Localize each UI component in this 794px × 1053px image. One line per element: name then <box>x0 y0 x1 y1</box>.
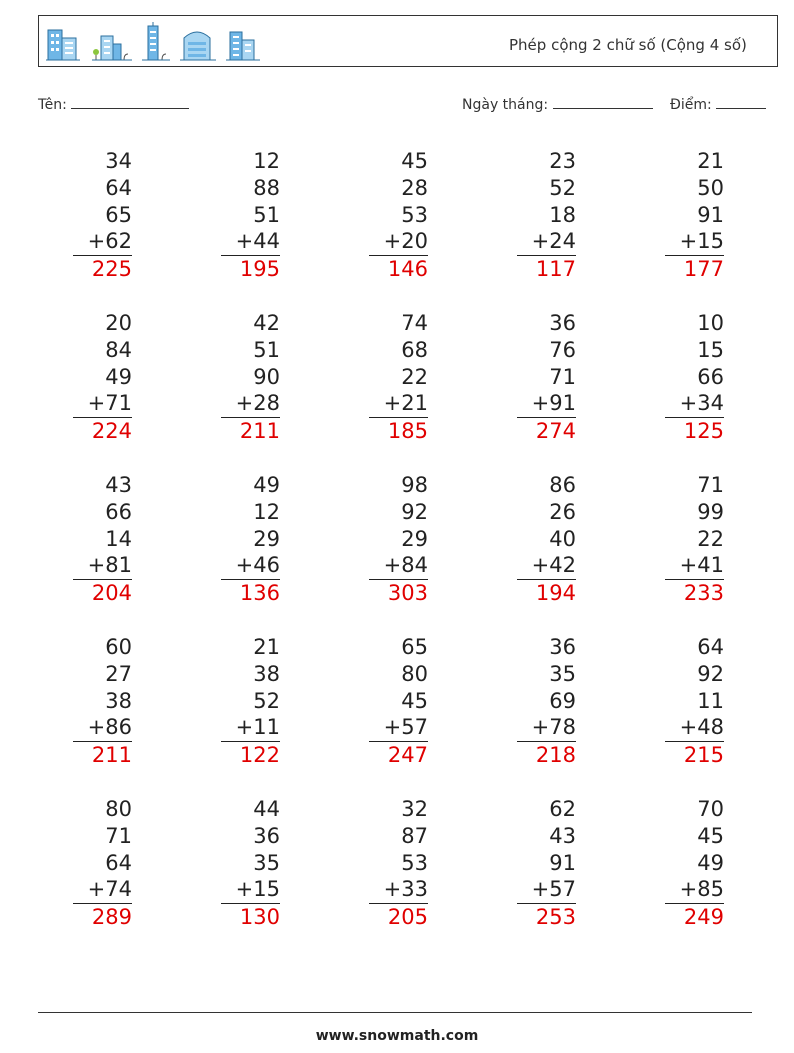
addend: 22 <box>401 364 428 389</box>
addend: 64 <box>105 850 132 875</box>
addend: 69 <box>549 688 576 713</box>
addend: +24 <box>531 229 576 254</box>
addition-problem <box>368 148 428 283</box>
addend: +62 <box>87 229 132 254</box>
addend: +57 <box>383 715 428 740</box>
addend: 12 <box>253 499 280 524</box>
addend: 42 <box>253 311 280 335</box>
answer: 211 <box>91 743 132 768</box>
addend: 20 <box>105 311 132 335</box>
addend: +48 <box>679 715 724 740</box>
addition-problem <box>72 148 132 283</box>
answer: 205 <box>387 905 428 930</box>
office-building-icon <box>226 32 260 60</box>
addend: +78 <box>531 715 576 740</box>
addition-problem <box>72 310 132 445</box>
addend: +20 <box>383 229 428 254</box>
addend: 64 <box>697 635 724 659</box>
answer: 225 <box>91 257 132 282</box>
answer: 249 <box>683 905 724 930</box>
dome-building-icon <box>180 32 216 60</box>
addend: +33 <box>383 877 428 902</box>
addend: 80 <box>105 797 132 821</box>
addend: +44 <box>235 229 280 254</box>
answer: 303 <box>387 581 428 606</box>
addend: +11 <box>235 715 280 740</box>
date-label: Ngày tháng: <box>462 97 549 113</box>
addend: 36 <box>549 635 576 659</box>
name-blank[interactable] <box>71 94 189 109</box>
worksheet-title: Phép cộng 2 chữ số (Cộng 4 số) <box>509 36 747 54</box>
answer: 146 <box>387 257 428 282</box>
addend: 64 <box>105 175 132 200</box>
answer: 195 <box>239 257 280 282</box>
addend: 29 <box>401 526 428 551</box>
answer: 215 <box>683 743 724 768</box>
addend: 84 <box>105 337 132 362</box>
addend: 52 <box>253 688 280 713</box>
addend: 53 <box>401 202 428 227</box>
addition-problem <box>220 310 280 445</box>
addend: +34 <box>679 391 724 416</box>
addend: 68 <box>401 337 428 362</box>
addend: 22 <box>697 526 724 551</box>
addend: 15 <box>697 337 724 362</box>
addend: 92 <box>401 499 428 524</box>
addition-problem <box>72 796 132 931</box>
answer: 233 <box>683 581 724 606</box>
addend: +15 <box>679 229 724 254</box>
addend: 86 <box>549 473 576 497</box>
answer: 194 <box>535 581 576 606</box>
addend: 87 <box>401 823 428 848</box>
addition-problem <box>368 472 428 607</box>
addition-problem <box>220 472 280 607</box>
addition-problem <box>368 796 428 931</box>
addition-problem <box>516 796 576 931</box>
answer: 125 <box>683 419 724 444</box>
addend: 14 <box>105 526 132 551</box>
addend: 92 <box>697 661 724 686</box>
addend: 21 <box>253 635 280 659</box>
addend: 99 <box>697 499 724 524</box>
footer-divider <box>38 1012 752 1013</box>
addend: 27 <box>105 661 132 686</box>
building-icon <box>46 30 80 60</box>
addend: 11 <box>697 688 724 713</box>
answer: 224 <box>91 419 132 444</box>
logo-strip <box>46 22 266 62</box>
addend: 21 <box>697 149 724 173</box>
answer: 185 <box>387 419 428 444</box>
addend: 38 <box>105 688 132 713</box>
addend: 32 <box>401 797 428 821</box>
addend: +15 <box>235 877 280 902</box>
addend: 71 <box>697 473 724 497</box>
addend: 88 <box>253 175 280 200</box>
addend: 98 <box>401 473 428 497</box>
footer-site: www.snowmath.com <box>315 1028 479 1044</box>
addition-problem <box>664 796 724 931</box>
addend: 90 <box>253 364 280 389</box>
answer: 211 <box>239 419 280 444</box>
addition-problem <box>664 148 724 283</box>
addend: 26 <box>549 499 576 524</box>
answer: 122 <box>239 743 280 768</box>
addition-problem <box>72 472 132 607</box>
date-blank[interactable] <box>553 94 653 109</box>
answer: 274 <box>535 419 576 444</box>
addend: +81 <box>87 553 132 578</box>
addend: +86 <box>87 715 132 740</box>
addend: 49 <box>253 473 280 497</box>
answer: 117 <box>535 257 576 282</box>
score-field[interactable] <box>670 94 766 113</box>
addend: 34 <box>105 149 132 173</box>
addend: 91 <box>697 202 724 227</box>
addend: 52 <box>549 175 576 200</box>
answer: 253 <box>535 905 576 930</box>
addend: +46 <box>235 553 280 578</box>
addend: +28 <box>235 391 280 416</box>
addend: 50 <box>697 175 724 200</box>
addend: 43 <box>105 473 132 497</box>
answer: 204 <box>91 581 132 606</box>
answer: 177 <box>683 257 724 282</box>
addend: 44 <box>253 797 280 821</box>
addition-problem <box>368 310 428 445</box>
addend: +42 <box>531 553 576 578</box>
score-blank[interactable] <box>716 94 766 109</box>
addend: 76 <box>549 337 576 362</box>
score-label: Điểm: <box>670 97 712 113</box>
addition-problem <box>220 148 280 283</box>
addition-problem <box>220 634 280 769</box>
answer: 289 <box>91 905 132 930</box>
addend: 51 <box>253 337 280 362</box>
addition-problem <box>664 472 724 607</box>
addition-problem <box>220 796 280 931</box>
addend: 28 <box>401 175 428 200</box>
addend: 71 <box>105 823 132 848</box>
addend: 23 <box>549 149 576 173</box>
addend: 66 <box>105 499 132 524</box>
addend: 49 <box>105 364 132 389</box>
answer: 247 <box>387 743 428 768</box>
addend: 53 <box>401 850 428 875</box>
addend: 38 <box>253 661 280 686</box>
addend: 35 <box>549 661 576 686</box>
addend: 10 <box>697 311 724 335</box>
addend: 66 <box>697 364 724 389</box>
addend: 65 <box>105 202 132 227</box>
addend: 36 <box>549 311 576 335</box>
addend: 40 <box>549 526 576 551</box>
addend: +57 <box>531 877 576 902</box>
addend: 35 <box>253 850 280 875</box>
addend: +84 <box>383 553 428 578</box>
house-tree-icon <box>92 36 132 60</box>
worksheet-header <box>38 15 778 67</box>
addend: 45 <box>401 149 428 173</box>
addition-problem <box>72 634 132 769</box>
addend: 51 <box>253 202 280 227</box>
addend: +71 <box>87 391 132 416</box>
addend: +85 <box>679 877 724 902</box>
addend: +21 <box>383 391 428 416</box>
addend: 70 <box>697 797 724 821</box>
addition-problem <box>516 148 576 283</box>
addition-problem <box>516 310 576 445</box>
date-field[interactable] <box>462 94 653 113</box>
addend: 36 <box>253 823 280 848</box>
addend: +41 <box>679 553 724 578</box>
addend: 65 <box>401 635 428 659</box>
addition-problem <box>516 634 576 769</box>
addend: 18 <box>549 202 576 227</box>
name-field[interactable] <box>38 94 189 113</box>
answer: 130 <box>239 905 280 930</box>
addend: 74 <box>401 311 428 335</box>
addend: 45 <box>697 823 724 848</box>
addend: 29 <box>253 526 280 551</box>
addition-problem <box>664 310 724 445</box>
addend: 60 <box>105 635 132 659</box>
addend: 91 <box>549 850 576 875</box>
name-label: Tên: <box>38 97 67 113</box>
addend: 71 <box>549 364 576 389</box>
addend: 80 <box>401 661 428 686</box>
addition-problem <box>516 472 576 607</box>
addend: 45 <box>401 688 428 713</box>
addend: 43 <box>549 823 576 848</box>
addend: 49 <box>697 850 724 875</box>
answer: 218 <box>535 743 576 768</box>
addend: 62 <box>549 797 576 821</box>
addend: +74 <box>87 877 132 902</box>
tower-icon <box>142 22 170 60</box>
addend: +91 <box>531 391 576 416</box>
answer: 136 <box>239 581 280 606</box>
addend: 12 <box>253 149 280 173</box>
addition-problem <box>368 634 428 769</box>
addition-problem <box>664 634 724 769</box>
